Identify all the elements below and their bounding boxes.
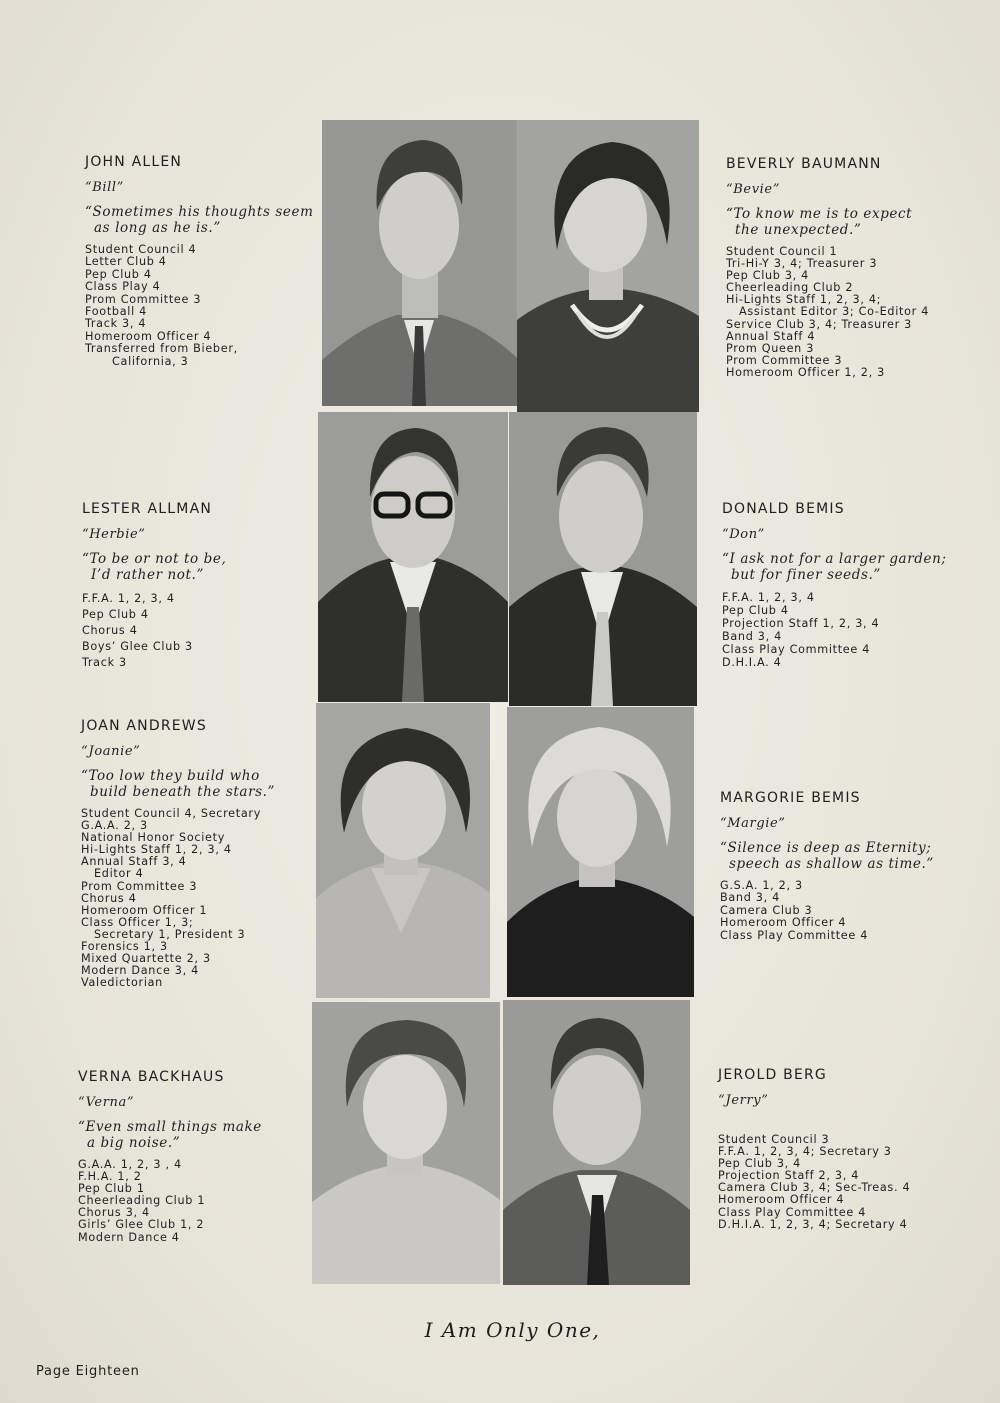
activity-item: Cheerleading Club 1 [78,1194,206,1208]
activity-item: Pep Club 4 [722,604,789,617]
student-entry-verna-backhaus [78,1069,262,1244]
student-quote [82,551,226,583]
student-name: JOHN ALLEN [85,154,183,170]
page-motto: I Am Only One, [424,1318,601,1342]
quote-line: “Sometimes his thoughts seem [85,204,314,220]
activity-item: California, 3 [112,354,189,368]
activities-list [720,880,934,942]
activity-item: Homeroom Officer 1 [81,903,208,917]
quote-line: build beneath the stars.” [90,784,276,800]
activity-item: Student Council 1 [726,245,838,258]
activity-item: Mixed Quartette 2, 3 [81,952,211,966]
activities-list [78,1159,262,1244]
activity-item: Annual Staff 3, 4 [81,855,187,869]
student-name: LESTER ALLMAN [82,501,213,517]
portrait-photo-margorie-bemis [507,707,694,997]
activity-item: Homeroom Officer 4 [718,1193,845,1207]
quote-line: I’d rather not.” [91,567,204,583]
activity-item: Class Play Committee 4 [720,928,869,942]
quote-line: as long as he is.” [94,220,221,236]
quote-line: speech as shallow as time.” [729,856,934,872]
activity-item: G.A.A. 2, 3 [81,819,148,833]
activity-item: Class Play Committee 4 [722,643,871,656]
portrait-photo-lester-allman [318,412,508,702]
activity-item: Student Council 4 [85,243,197,256]
activity-item: Prom Committee 3 [726,353,843,367]
activity-item: Editor 4 [94,867,144,881]
student-entry-lester-allman [82,501,226,671]
student-name: JEROLD BERG [718,1067,827,1083]
activity-item: Student Council 4, Secretary [81,807,262,820]
student-nickname: “Margie” [720,816,786,831]
activity-item: Transferred from Bieber, [85,342,238,356]
activity-item: Prom Committee 3 [81,879,198,893]
student-entry-donald-bemis [722,501,947,669]
quote-line: “Even small things make [78,1119,262,1135]
student-quote [81,768,275,800]
activity-item: Track 3, 4 [85,317,147,331]
student-nickname: “Herbie” [82,527,146,542]
student-quote [720,840,934,872]
activity-item: Class Play Committee 4 [718,1205,867,1219]
activity-item: Tri-Hi-Y 3, 4; Treasurer 3 [726,257,878,271]
activity-item: Projection Staff 1, 2, 3, 4 [722,617,880,630]
activity-item: Forensics 1, 3 [81,940,168,954]
activity-item: Prom Committee 3 [85,292,202,306]
quote-line: “Too low they build who [81,768,260,784]
student-name: DONALD BEMIS [722,501,845,517]
activity-item: Band 3, 4 [720,891,780,905]
page-number: Page Eighteen [36,1364,140,1379]
activity-item: Class Officer 1, 3; [81,915,194,929]
student-entry-beverly-baumann [726,156,929,379]
activity-item: F.H.A. 1, 2 [78,1170,142,1184]
portrait-photo-joan-andrews [316,703,490,998]
activity-item: Chorus 4 [82,624,138,637]
activity-item: Camera Club 3 [720,903,813,917]
portrait-photo-donald-bemis [509,412,697,706]
activity-item: Pep Club 1 [78,1182,145,1196]
portrait-photo-john-allen [322,120,517,406]
activity-item: Student Council 3 [718,1133,830,1146]
activity-item: Pep Club 4 [82,608,149,621]
activity-item: Class Play 4 [85,280,161,294]
quote-line: but for finer seeds.” [731,567,881,583]
student-nickname: “Joanie” [81,744,141,759]
activity-item: Football 4 [85,305,147,319]
activity-item: Homeroom Officer 4 [85,329,212,343]
quote-line: “To know me is to expect [726,206,913,222]
activity-item: Hi-Lights Staff 1, 2, 3, 4 [81,843,232,857]
student-entry-jerold-berg [718,1067,910,1231]
activities-list [85,244,313,368]
activity-item: Band 3, 4 [722,630,782,643]
student-nickname: “Bill” [85,180,124,195]
student-nickname: “Verna” [78,1095,135,1110]
student-nickname: “Jerry” [718,1093,769,1108]
student-quote [85,204,313,236]
quote-line: “To be or not to be, [82,551,227,567]
student-quote [78,1119,262,1151]
activity-item: Cheerleading Club 2 [726,281,854,295]
activity-item: F.F.A. 1, 2, 3, 4; Secretary 3 [718,1145,892,1159]
activity-item: Secretary 1, President 3 [94,927,246,941]
portrait-photo-jerold-berg [503,1000,690,1285]
activity-item: Girls’ Glee Club 1, 2 [78,1218,205,1232]
activities-list [82,591,226,671]
activity-item: Track 3 [82,656,127,669]
activities-list [718,1134,910,1231]
student-quote [722,551,947,583]
activity-item: Pep Club 3, 4 [718,1157,802,1171]
activity-item: Chorus 4 [81,891,137,905]
activity-item: F.F.A. 1, 2, 3, 4 [82,592,175,605]
student-name: MARGORIE BEMIS [720,790,861,806]
student-quote [726,206,929,238]
activity-item: D.H.I.A. 4 [722,656,782,669]
activity-item: Chorus 3, 4 [78,1206,150,1220]
quote-line: a big noise.” [87,1135,181,1151]
activities-list [81,808,275,989]
activity-item: F.F.A. 1, 2, 3, 4 [722,591,815,604]
student-nickname: “Bevie” [726,182,780,197]
student-entry-john-allen [85,154,313,368]
student-name: VERNA BACKHAUS [78,1069,225,1085]
student-nickname: “Don” [722,527,765,542]
student-entry-joan-andrews [81,718,275,989]
activity-item: D.H.I.A. 1, 2, 3, 4; Secretary 4 [718,1217,908,1231]
quote-line: “I ask not for a larger garden; [722,551,947,567]
activity-item: Annual Staff 4 [726,329,816,343]
portrait-photo-beverly-baumann [517,120,699,412]
portrait-photo-verna-backhaus [312,1002,500,1284]
activity-item: Projection Staff 2, 3, 4 [718,1169,860,1183]
student-name: JOAN ANDREWS [81,718,207,734]
activity-item: National Honor Society [81,831,226,845]
activities-list [722,591,947,669]
activity-item: Modern Dance 4 [78,1230,180,1244]
activity-item: Hi-Lights Staff 1, 2, 3, 4; [726,293,882,307]
quote-line: “Silence is deep as Eternity; [720,840,932,856]
activity-item: Service Club 3, 4; Treasurer 3 [726,317,912,331]
activity-item: Valedictorian [81,976,163,990]
activity-item: Camera Club 3, 4; Sec-Treas. 4 [718,1181,911,1195]
activity-item: Homeroom Officer 4 [720,916,847,930]
quote-line: the unexpected.” [735,222,862,238]
activity-item: G.S.A. 1, 2, 3 [720,879,803,892]
activity-item: Assistant Editor 3; Co-Editor 4 [739,305,930,319]
activity-item: Letter Club 4 [85,255,167,269]
student-entry-margorie-bemis [720,790,934,942]
activity-item: G.A.A. 1, 2, 3 , 4 [78,1158,182,1171]
activity-item: Pep Club 3, 4 [726,269,810,283]
activity-item: Modern Dance 3, 4 [81,964,199,978]
activity-item: Boys’ Glee Club 3 [82,640,193,653]
activity-item: Pep Club 4 [85,267,152,281]
activity-item: Prom Queen 3 [726,341,815,355]
activity-item: Homeroom Officer 1, 2, 3 [726,365,885,379]
activities-list [726,246,929,379]
student-name: BEVERLY BAUMANN [726,156,882,172]
